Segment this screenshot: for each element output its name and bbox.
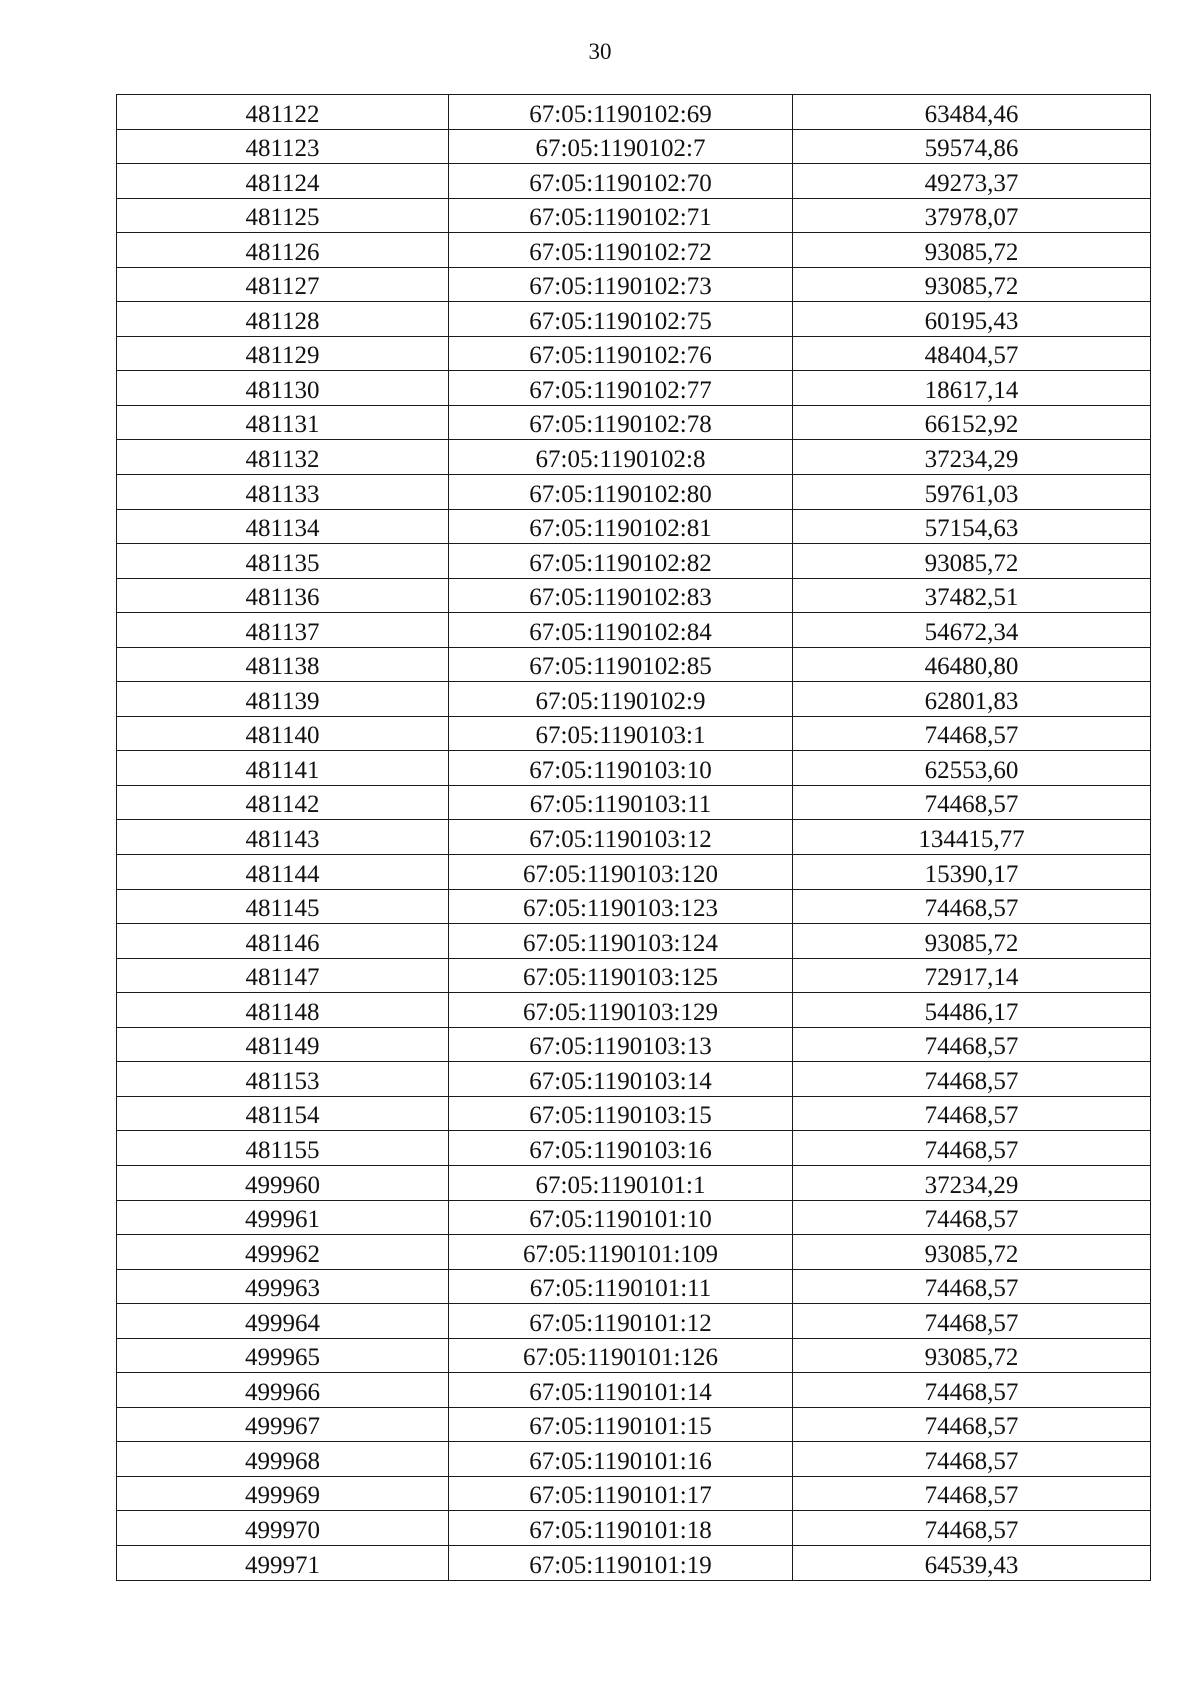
- record-number-cell: 481125: [117, 198, 449, 233]
- value-cell: 37482,51: [793, 578, 1151, 613]
- value-cell: 74468,57: [793, 1407, 1151, 1442]
- cadastral-number-cell: 67:05:1190101:18: [449, 1511, 793, 1546]
- value-cell: 62801,83: [793, 682, 1151, 717]
- record-number-cell: 481146: [117, 924, 449, 959]
- record-number-cell: 481122: [117, 95, 449, 130]
- cadastral-number-cell: 67:05:1190103:125: [449, 958, 793, 993]
- cadastral-number-cell: 67:05:1190101:16: [449, 1442, 793, 1477]
- table-row: [117, 1338, 1151, 1373]
- record-number-cell: 481129: [117, 336, 449, 371]
- cadastral-number-cell: 67:05:1190102:78: [449, 405, 793, 440]
- record-number-cell: 481131: [117, 405, 449, 440]
- record-number-cell: 481136: [117, 578, 449, 613]
- value-cell: 93085,72: [793, 1235, 1151, 1270]
- value-cell: 18617,14: [793, 371, 1151, 406]
- cadastral-number-cell: 67:05:1190102:70: [449, 164, 793, 199]
- record-number-cell: 481133: [117, 475, 449, 510]
- value-cell: 62553,60: [793, 751, 1151, 786]
- value-cell: 48404,57: [793, 336, 1151, 371]
- table-row: [117, 544, 1151, 579]
- record-number-cell: 481137: [117, 613, 449, 648]
- table-row: [117, 302, 1151, 337]
- value-cell: 93085,72: [793, 544, 1151, 579]
- table-row: [117, 1304, 1151, 1339]
- value-cell: 74468,57: [793, 1269, 1151, 1304]
- table-row: [117, 129, 1151, 164]
- value-cell: 74468,57: [793, 1027, 1151, 1062]
- table-row: [117, 1062, 1151, 1097]
- record-number-cell: 481149: [117, 1027, 449, 1062]
- value-cell: 74468,57: [793, 1304, 1151, 1339]
- record-number-cell: 481130: [117, 371, 449, 406]
- value-cell: 74468,57: [793, 1476, 1151, 1511]
- table-row: [117, 855, 1151, 890]
- table-row: [117, 1511, 1151, 1546]
- cadastral-number-cell: 67:05:1190102:9: [449, 682, 793, 717]
- value-cell: 37234,29: [793, 440, 1151, 475]
- table-body: [117, 95, 1151, 1581]
- table-row: [117, 336, 1151, 371]
- value-cell: 93085,72: [793, 267, 1151, 302]
- table-row: [117, 1373, 1151, 1408]
- record-number-cell: 481139: [117, 682, 449, 717]
- value-cell: 66152,92: [793, 405, 1151, 440]
- record-number-cell: 481142: [117, 785, 449, 820]
- cadastral-number-cell: 67:05:1190103:16: [449, 1131, 793, 1166]
- table-row: [117, 958, 1151, 993]
- value-cell: 93085,72: [793, 233, 1151, 268]
- value-cell: 74468,57: [793, 1062, 1151, 1097]
- value-cell: 15390,17: [793, 855, 1151, 890]
- cadastral-number-cell: 67:05:1190102:77: [449, 371, 793, 406]
- record-number-cell: 499966: [117, 1373, 449, 1408]
- value-cell: 59761,03: [793, 475, 1151, 510]
- table-row: [117, 751, 1151, 786]
- value-cell: 46480,80: [793, 647, 1151, 682]
- table-row: [117, 682, 1151, 717]
- cadastral-number-cell: 67:05:1190102:73: [449, 267, 793, 302]
- cadastral-number-cell: 67:05:1190101:17: [449, 1476, 793, 1511]
- cadastral-number-cell: 67:05:1190102:85: [449, 647, 793, 682]
- table-row: [117, 1269, 1151, 1304]
- value-cell: 59574,86: [793, 129, 1151, 164]
- cadastral-number-cell: 67:05:1190103:124: [449, 924, 793, 959]
- record-number-cell: 481138: [117, 647, 449, 682]
- value-cell: 37234,29: [793, 1165, 1151, 1200]
- record-number-cell: 481148: [117, 993, 449, 1028]
- record-number-cell: 481135: [117, 544, 449, 579]
- record-number-cell: 499971: [117, 1545, 449, 1580]
- record-number-cell: 481147: [117, 958, 449, 993]
- cadastral-number-cell: 67:05:1190101:14: [449, 1373, 793, 1408]
- cadastral-number-cell: 67:05:1190101:12: [449, 1304, 793, 1339]
- value-cell: 74468,57: [793, 889, 1151, 924]
- cadastral-number-cell: 67:05:1190101:19: [449, 1545, 793, 1580]
- table-row: [117, 405, 1151, 440]
- cadastral-number-cell: 67:05:1190102:81: [449, 509, 793, 544]
- table-row: [117, 371, 1151, 406]
- record-number-cell: 481127: [117, 267, 449, 302]
- table-row: [117, 95, 1151, 130]
- value-cell: 64539,43: [793, 1545, 1151, 1580]
- cadastral-number-cell: 67:05:1190102:83: [449, 578, 793, 613]
- table-row: [117, 1235, 1151, 1270]
- value-cell: 74468,57: [793, 1096, 1151, 1131]
- page-number: 30: [588, 39, 612, 64]
- record-number-cell: 499964: [117, 1304, 449, 1339]
- table-row: [117, 509, 1151, 544]
- value-cell: 74468,57: [793, 1511, 1151, 1546]
- table-row: [117, 924, 1151, 959]
- record-number-cell: 481154: [117, 1096, 449, 1131]
- table-row: [117, 267, 1151, 302]
- table-row: [117, 1442, 1151, 1477]
- value-cell: 63484,46: [793, 95, 1151, 130]
- value-cell: 49273,37: [793, 164, 1151, 199]
- value-cell: 74468,57: [793, 1200, 1151, 1235]
- cadastral-number-cell: 67:05:1190103:123: [449, 889, 793, 924]
- record-number-cell: 481123: [117, 129, 449, 164]
- cadastral-number-cell: 67:05:1190101:109: [449, 1235, 793, 1270]
- record-number-cell: 481124: [117, 164, 449, 199]
- record-number-cell: 481132: [117, 440, 449, 475]
- record-number-cell: 499968: [117, 1442, 449, 1477]
- record-number-cell: 481155: [117, 1131, 449, 1166]
- value-cell: 74468,57: [793, 716, 1151, 751]
- value-cell: 74468,57: [793, 1442, 1151, 1477]
- table-row: [117, 1027, 1151, 1062]
- cadastral-number-cell: 67:05:1190102:82: [449, 544, 793, 579]
- value-cell: 93085,72: [793, 1338, 1151, 1373]
- cadastral-number-cell: 67:05:1190102:71: [449, 198, 793, 233]
- value-cell: 134415,77: [793, 820, 1151, 855]
- table-row: [117, 578, 1151, 613]
- cadastral-number-cell: 67:05:1190101:1: [449, 1165, 793, 1200]
- table-row: [117, 1096, 1151, 1131]
- record-number-cell: 481126: [117, 233, 449, 268]
- table-row: [117, 1165, 1151, 1200]
- cadastral-number-cell: 67:05:1190103:13: [449, 1027, 793, 1062]
- cadastral-number-cell: 67:05:1190101:10: [449, 1200, 793, 1235]
- value-cell: 60195,43: [793, 302, 1151, 337]
- record-number-cell: 481144: [117, 855, 449, 890]
- cadastral-number-cell: 67:05:1190102:69: [449, 95, 793, 130]
- record-number-cell: 499969: [117, 1476, 449, 1511]
- record-number-cell: 481140: [117, 716, 449, 751]
- table-row: [117, 647, 1151, 682]
- value-cell: 74468,57: [793, 785, 1151, 820]
- cadastral-number-cell: 67:05:1190102:72: [449, 233, 793, 268]
- cadastral-number-cell: 67:05:1190101:11: [449, 1269, 793, 1304]
- table-row: [117, 440, 1151, 475]
- cadastral-number-cell: 67:05:1190103:129: [449, 993, 793, 1028]
- cadastral-number-cell: 67:05:1190102:80: [449, 475, 793, 510]
- table-row: [117, 475, 1151, 510]
- cadastral-number-cell: 67:05:1190102:76: [449, 336, 793, 371]
- value-cell: 72917,14: [793, 958, 1151, 993]
- table-row: [117, 164, 1151, 199]
- record-number-cell: 481143: [117, 820, 449, 855]
- table-row: [117, 1200, 1151, 1235]
- cadastral-number-cell: 67:05:1190102:8: [449, 440, 793, 475]
- value-cell: 57154,63: [793, 509, 1151, 544]
- record-number-cell: 481128: [117, 302, 449, 337]
- table-row: [117, 993, 1151, 1028]
- cadastral-number-cell: 67:05:1190101:15: [449, 1407, 793, 1442]
- table-row: [117, 820, 1151, 855]
- cadastral-number-cell: 67:05:1190103:15: [449, 1096, 793, 1131]
- value-cell: 54672,34: [793, 613, 1151, 648]
- cadastral-number-cell: 67:05:1190101:126: [449, 1338, 793, 1373]
- record-number-cell: 499962: [117, 1235, 449, 1270]
- record-number-cell: 499963: [117, 1269, 449, 1304]
- value-cell: 74468,57: [793, 1373, 1151, 1408]
- record-number-cell: 499965: [117, 1338, 449, 1373]
- table-row: [117, 716, 1151, 751]
- cadastral-number-cell: 67:05:1190102:75: [449, 302, 793, 337]
- record-number-cell: 481145: [117, 889, 449, 924]
- table-row: [117, 198, 1151, 233]
- table-row: [117, 1545, 1151, 1580]
- record-number-cell: 499967: [117, 1407, 449, 1442]
- table-row: [117, 613, 1151, 648]
- record-number-cell: 499960: [117, 1165, 449, 1200]
- record-number-cell: 481134: [117, 509, 449, 544]
- cadastral-number-cell: 67:05:1190103:1: [449, 716, 793, 751]
- cadastral-number-cell: 67:05:1190103:10: [449, 751, 793, 786]
- record-number-cell: 499961: [117, 1200, 449, 1235]
- value-cell: 93085,72: [793, 924, 1151, 959]
- record-number-cell: 481141: [117, 751, 449, 786]
- table-row: [117, 785, 1151, 820]
- table-row: [117, 1407, 1151, 1442]
- cadastral-number-cell: 67:05:1190103:14: [449, 1062, 793, 1097]
- cadastral-number-cell: 67:05:1190103:12: [449, 820, 793, 855]
- table-row: [117, 889, 1151, 924]
- table-row: [117, 233, 1151, 268]
- cadastral-number-cell: 67:05:1190103:120: [449, 855, 793, 890]
- value-cell: 74468,57: [793, 1131, 1151, 1166]
- value-cell: 54486,17: [793, 993, 1151, 1028]
- record-number-cell: 481153: [117, 1062, 449, 1097]
- cadastral-number-cell: 67:05:1190102:7: [449, 129, 793, 164]
- table-row: [117, 1476, 1151, 1511]
- record-number-cell: 499970: [117, 1511, 449, 1546]
- table-row: [117, 1131, 1151, 1166]
- value-cell: 37978,07: [793, 198, 1151, 233]
- cadastral-number-cell: 67:05:1190103:11: [449, 785, 793, 820]
- cadastral-number-cell: 67:05:1190102:84: [449, 613, 793, 648]
- data-table: [116, 94, 1151, 1581]
